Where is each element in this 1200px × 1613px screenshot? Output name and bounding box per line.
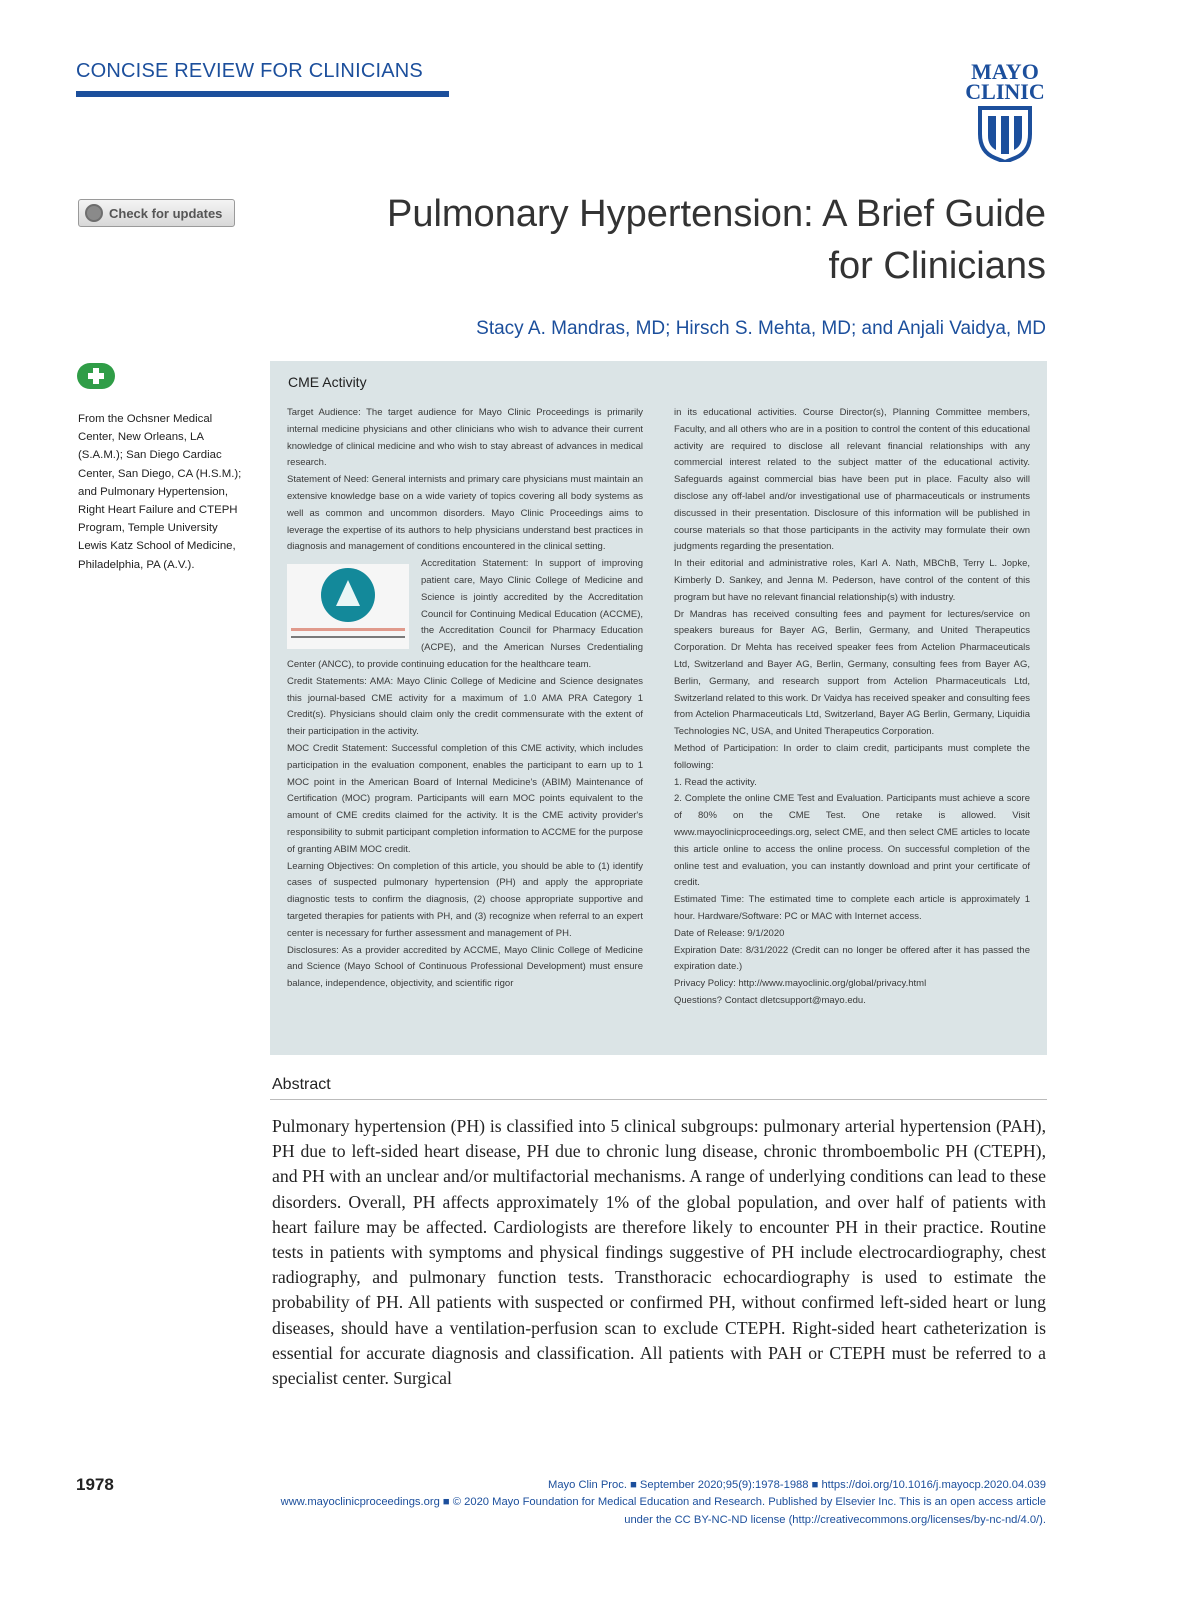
abstract-heading: Abstract (272, 1076, 331, 1093)
cme-release-date: Date of Release: 9/1/2020 (674, 927, 785, 939)
cme-expiration-date: Expiration Date: 8/31/2022 (Credit can no longer be offered after it has passed the expiration date.) (674, 944, 1030, 973)
cme-step-2: 2. Complete the online CME Test and Evaluation. Participants must achieve a score of 80% on the CME Test. One retake is allowed. Visit www.mayoclinicproceedings.org, select CME, and then select CME articles to locate this article online to access the online process. On successful completion of the online test and evaluation, you can instantly download and print your certificate of credit. (674, 793, 1030, 889)
abstract-divider (270, 1099, 1047, 1100)
section-label: CONCISE REVIEW FOR CLINICIANS (76, 60, 423, 82)
cme-disclosures-cont: in its educational activities. Course Director(s), Planning Committee members, Faculty, and all others who are in a position to control the content of this educational activity are required to disclose all relevant financial relationships with any commercial interest related to the subject matter of the educational activity. Safeguards against commercial bias have been put in place. Faculty also will disclose any off-label and/or investigational use of pharmaceuticals or instruments discussed in their presentation. Disclosure of this information will be published in course materials so that those participants in the activity may formulate their own judgments regarding the presentation. (674, 407, 1030, 553)
accreditation-a-icon (336, 580, 360, 606)
copyright-line[interactable]: www.mayoclinicproceedings.org ■ © 2020 Mayo Foundation for Medical Education and Research. Published by Elsevier Inc. This is an open access article (280, 1496, 1046, 1508)
cme-estimated-time: Estimated Time: The estimated time to complete each article is approximately 1 hour. Hardware/Software: PC or MAC with Internet access. (674, 894, 1030, 922)
check-for-updates-button[interactable] (78, 199, 235, 227)
cme-method-participation: Method of Participation: In order to claim credit, participants must complete the following: (674, 742, 1030, 771)
accreditation-logo-wordmark (291, 628, 405, 631)
refresh-icon (85, 204, 103, 222)
cme-questions-contact[interactable]: Questions? Contact dletcsupport@mayo.edu. (674, 994, 866, 1006)
cme-statement-of-need: Statement of Need: General internists and primary care physicians must maintain an extensive knowledge base on a wide variety of topics covering all body systems as well as common and uncommon disorders. Mayo Clinic Proceedings aims to leverage the expertise of its authors to help physicians understand best practices in diagnosis and management of conditions encountered in the clinical setting. (287, 474, 643, 553)
author-affiliations: From the Ochsner Medical Center, New Orleans, LA (S.A.M.); San Diego Cardiac Center, San Diego, CA (H.S.M.); and Pulmonary Hypertension, Right Heart Failure and CTEPH Program, Temple University Lewis Katz School of Medicine, Philadelphia, PA (A.V.). (78, 413, 242, 571)
cme-learning-objectives: Learning Objectives: On completion of this article, you should be able to (1) identify cases of suspected pulmonary hypertension (PH) and apply the appropriate diagnostic tests to confirm the diagnosis, (2) choose appropriate supportive and targeted therapies for patients with PH, and (3) recognize when referral to an expert center is necessary for further assessment and management of PH. (287, 860, 643, 939)
cme-heading: CME Activity (288, 374, 367, 390)
cme-editorial-roles: In their editorial and administrative roles, Karl A. Nath, MBChB, Terry L. Jopke, Kimberly D. Sankey, and Jenna M. Pederson, have control of the content of this program but have no relevant financial relationship(s) with industry. (674, 558, 1030, 603)
license-line[interactable]: under the CC BY-NC-ND license (http://creativecommons.org/licenses/by-nc-nd/4.0/). (624, 1514, 1046, 1526)
section-rule (76, 91, 449, 97)
cme-disclosures: Disclosures: As a provider accredited by ACCME, Mayo Clinic College of Medicine and Science (Mayo School of Continuous Professional Development) must ensure balance, independence, objectivity, and scientific rigor (287, 944, 643, 990)
page-number: 1978 (76, 1475, 114, 1494)
accreditation-block (287, 556, 643, 674)
citation-line[interactable]: Mayo Clin Proc. ■ September 2020;95(9):1978-1988 ■ https://doi.org/10.1016/j.mayocp.2020.04.039 (548, 1479, 1046, 1491)
logo-line2: CLINIC (965, 79, 1045, 104)
cme-plus-icon (77, 363, 115, 389)
cme-credit-statements: Credit Statements: AMA: Mayo Clinic College of Medicine and Science designates this journal-based CME activity for a maximum of 1.0 AMA PRA Category 1 Credit(s). Physicians should claim only the credit commensurate with the extent of their participation in the activity. (287, 675, 643, 738)
title-line1: Pulmonary Hypertension: A Brief Guide (386, 193, 1046, 235)
cme-column-right (674, 405, 1030, 1010)
joint-accreditation-logo (287, 564, 409, 649)
article-title (326, 188, 1046, 292)
check-for-updates-label: Check for updates (109, 205, 223, 221)
mayo-clinic-logo (950, 59, 1060, 172)
cme-column-left (287, 405, 643, 993)
cme-moc-statement: MOC Credit Statement: Successful completion of this CME activity, which includes participation in the evaluation component, enables the participant to earn up to 1 MOC point in the American Board of Internal Medicine's (ABIM) Maintenance of Certification (MOC) program. Participants will earn MOC points equivalent to the amount of CME credits claimed for the activity. It is the CME activity provider's responsibility to submit participant completion information to ACCME for the purpose of granting ABIM MOC credit. (287, 742, 643, 855)
cme-privacy-policy[interactable]: Privacy Policy: http://www.mayoclinic.org/global/privacy.html (674, 978, 927, 990)
cme-accreditation-statement: Accreditation Statement: In support of improving patient care, Mayo Clinic College of Medicine and Science is jointly accredited by the Accreditation Council for Continuing Medical Education (ACCME), the Accreditation Council for Pharmacy Education (ACPE), and the American Nurses Credentialing Center (ANCC), to provide continuing education for the healthcare team. (287, 558, 643, 670)
logo-line1: MAYO (971, 59, 1039, 84)
cme-author-disclosures: Dr Mandras has received consulting fees and payment for lectures/service on speakers bureaus for Bayer AG, Berlin, Germany, and United Therapeutics Corporation. Dr Mehta has received speaker fees from Actelion Pharmaceuticals Ltd, Switzerland and Bayer AG, Berlin, Germany, consulting fees from Bayer AG, Berlin, Germany, and research support from Actelion Pharmaceuticals Ltd, Switzerland related to this work. Dr Vaidya has received speaker and consulting fees from Actelion Pharmaceuticals Ltd, Switzerland, Bayer AG Berlin, Germany, Liquidia Technologies NC, USA, and United Therapeutics Corporation. (674, 608, 1030, 738)
abstract-text: Pulmonary hypertension (PH) is classified into 5 clinical subgroups: pulmonary arterial hypertension (PAH), PH due to left-sided heart disease, PH due to chronic lung disease, chronic thromboembolic PH (CTEPH), and PH with an unclear and/or multifactorial mechanisms. A range of underlying conditions can lead to these disorders. Overall, PH affects approximately 1% of the global population, and over half of patients with heart failure may be affected. Cardiologists are therefore likely to encounter PH in their practice. Routine tests in patients with symptoms and physical findings suggestive of PH include electrocardiography, chest radiography, and pulmonary function tests. Transthoracic echocardiography is used to estimate the probability of PH. All patients with suspected or confirmed PH, without confirmed left-sided heart or lung diseases, should have a ventilation-perfusion scan to exclude CTEPH. Right-sided heart catheterization is essential for accurate diagnosis and classification. All patients with PAH or CTEPH must be referred to a specialist center. Surgical (272, 1116, 1046, 1389)
article-authors: Stacy A. Mandras, MD; Hirsch S. Mehta, MD; and Anjali Vaidya, MD (476, 318, 1046, 339)
shield-icon (950, 102, 1060, 162)
cme-step-1: 1. Read the activity. (674, 776, 757, 788)
accreditation-logo-subline (291, 636, 405, 638)
title-line2: for Clinicians (828, 245, 1046, 287)
cme-target-audience: Target Audience: The target audience for Mayo Clinic Proceedings is primarily internal medicine physicians and other clinicians who wish to advance their current knowledge of clinical medicine and who wish to stay abreast of advances in medical research. (287, 407, 643, 469)
